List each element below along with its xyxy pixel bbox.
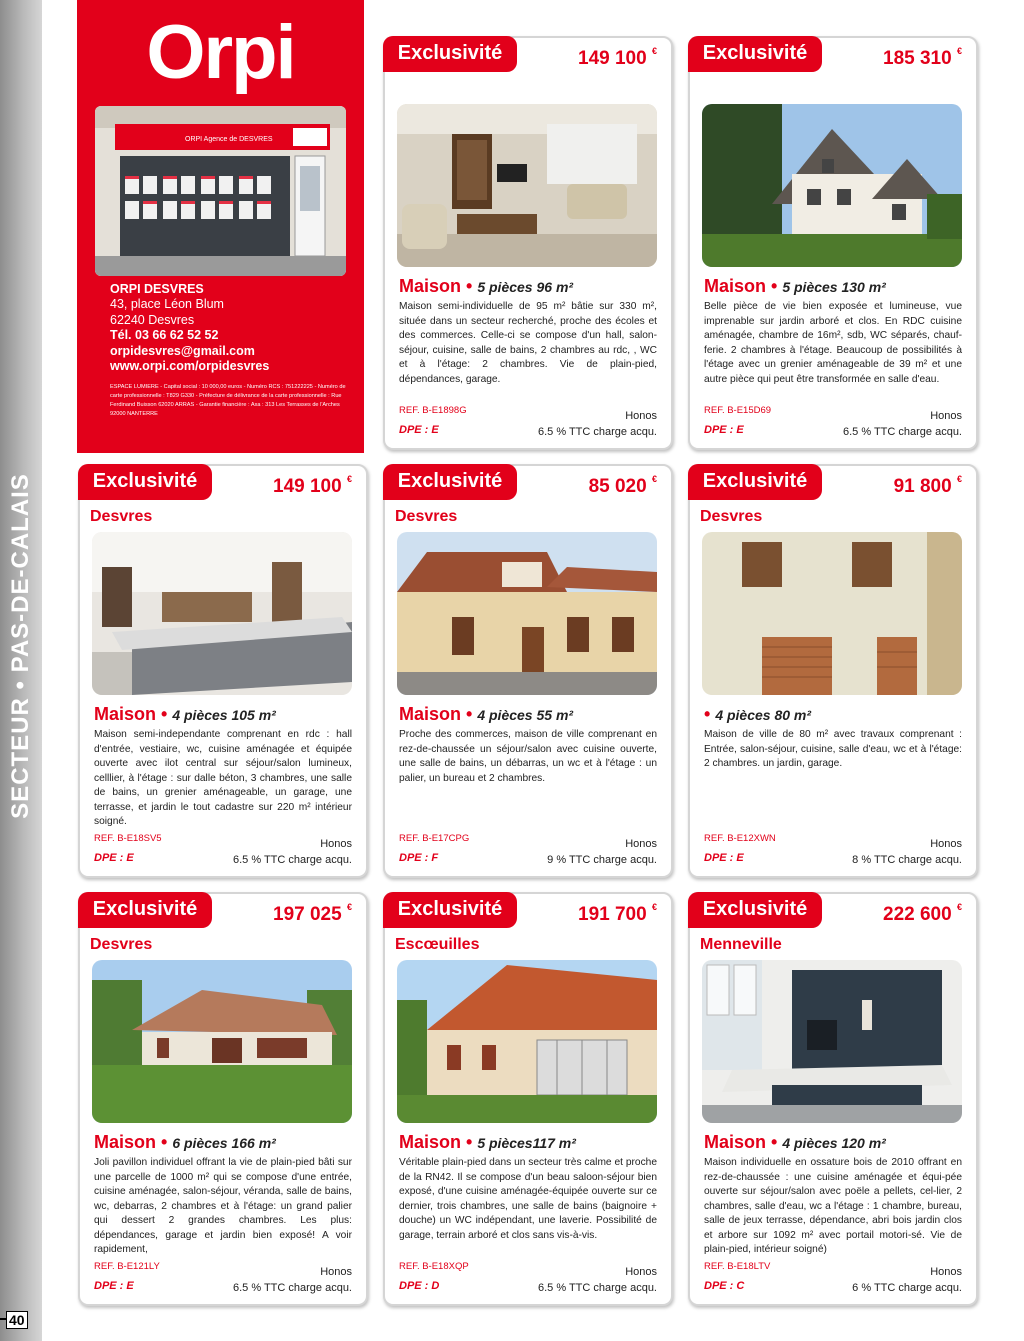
listing-fee: 6.5 % TTC charge acqu. [232,1282,352,1294]
listing-rooms: 5 pièces 96 m² [477,279,574,295]
price-value: 149 100 [578,48,647,69]
listing-city: Menneville [700,936,782,953]
listing-description: Maison semi-independante comprenant en rdc : hall d'entrée, vestiaire, wc, cuisine aménagée et équipée ouverte avec ilot central sur séjour/salon lumineux, celllier, à l'étage : sur dalle béton, 3 chambres, une salle de bains, un grenier aménageable, un garage, une terrasse, et jardin le tout cadastre sur 220 m² intérieur soigné. [94,729,352,827]
listing-fee: 6.5 % TTC charge acqu. [537,1282,657,1294]
price-value: 197 025 [273,904,342,925]
listing-ref: REF. B-E18LTV [704,1261,771,1272]
listing-type: Maison [704,276,767,296]
listing-ref: REF. B-E12XWN [704,833,776,844]
listing-description: Belle pièce de vie bien exposée et lumineuse, vue imprenable sur jardin arboré et clos. En RDC cuisine aménagée, chambre de 16m², sdb, WC séparés, chauf-ferie. 2 chambres à l'étage. Beaucoup de possibilités à l'étage avec un grenier aménageable de 39 m² et une autre pièce qui peut être transformée en salle d'eau. [704,301,962,385]
listing-ref: REF. B-E18XQP [399,1261,469,1272]
listing-rooms: 4 pièces 80 m² [715,707,812,723]
price-currency: € [651,474,657,484]
listing-price [883,904,962,926]
listing-rooms: 5 pièces117 m² [477,1135,576,1151]
listing-type: Maison [704,1132,767,1152]
price-value: 91 800 [893,476,952,497]
price-value: 191 700 [578,904,647,925]
exclusivity-badge: Exclusivité [688,892,822,928]
listing-card[interactable] [383,464,673,878]
listing-photo-town-house[interactable] [397,532,657,695]
price-currency: € [651,46,657,56]
listing-city: Escœuilles [395,936,480,953]
listing-card[interactable] [78,464,368,878]
listing-title: Maison • 5 pièces117 m² [399,1132,576,1152]
listing-dpe: DPE : E [94,852,134,864]
listing-photo-house-exterior[interactable] [702,104,962,267]
price-value: 85 020 [588,476,647,497]
listing-fee: 6.5 % TTC charge acqu. [232,854,352,866]
listing-fee: 6.5 % TTC charge acqu. [842,426,962,438]
exclusivity-badge: Exclusivité [78,464,212,500]
listing-card[interactable] [688,36,978,450]
listing-dpe: DPE : E [94,1280,134,1292]
listing-honos: Honos [930,1266,962,1278]
listing-description: Proche des commerces, maison de ville comprenant en rez-de-chaussée un séjour/salon avec cuisine ouverte, une salle de bains, un débarras, un wc et à l'étage : un palier, un bureau et 2 chambres. [399,729,657,784]
listing-photo-living-room[interactable] [397,104,657,267]
listing-price [273,904,352,926]
listing-type: Maison [399,276,462,296]
listing-price [273,476,352,498]
listing-honos: Honos [625,1266,657,1278]
listing-fee: 6.5 % TTC charge acqu. [537,426,657,438]
listing-title: Maison • 5 pièces 130 m² [704,276,886,296]
listing-fee: 8 % TTC charge acqu. [852,854,962,866]
section-label: SECTEUR • PAS-DE-CALAIS [7,473,34,819]
exclusivity-badge: Exclusivité [78,892,212,928]
listing-ref: REF. B-E17CPG [399,833,470,844]
listing-honos: Honos [930,410,962,422]
listing-title: • 4 pièces 80 m² [704,704,812,724]
listing-dpe: DPE : D [399,1280,440,1292]
listing-ref: REF. B-E18SV5 [94,833,162,844]
listing-description: Joli pavillon individuel offrant la vie de plain-pied bâti sur une parcelle de 1000 m² qui se compose d'une entrée, cuisine aménagée, salon-séjour, véranda, salle de bains, wc, debarras, 2 chambres et à l'étage: un grand palier qui dessert 2 grandes chambres. Les plus: dépendances, garage et jardin bien exposé! A voir rapidement, [94,1157,352,1255]
listing-card[interactable] [383,36,673,450]
price-currency: € [956,474,962,484]
listing-rooms: 4 pièces 120 m² [782,1135,886,1151]
shop-sign-text: ORPI Agence de DESVRES [185,136,273,143]
listing-honos: Honos [625,838,657,850]
listing-photo-bungalow[interactable] [92,960,352,1123]
listing-photo-facade[interactable] [702,532,962,695]
listing-dpe: DPE : E [704,424,744,436]
exclusivity-badge: Exclusivité [383,36,517,72]
listing-description: Maison individuelle en ossature bois de 2010 offrant en rez-de-chaussée : une cuisine aménagée et équi-pée ouverte sur séjour/salon avec poële a pellets, cel-lier, 2 chambres, salle d'eau, wc a l'étage : 1 chambre, bureau, salle de jeux terrasse, dépendance, abri bois jardin clos et arbore sur 1092 m² avec portail motori-sé. Vie de plain-pied, intérieur soigné) [704,1157,962,1255]
listing-description: Maison semi-individuelle de 95 m² bâtie sur 330 m², située dans un secteur recherché, proche des écoles et des commerces. Celle-ci se compose d'un hall, salon-séjour, cuisine, salle de bains, 2 chambres au rdc, , WC et à l'étage: 2 chambres. Vie de plain-pied, dépendances, garage. [399,301,657,385]
orpi-logo: Orpi [146,10,295,95]
listing-honos: Honos [625,410,657,422]
listing-rooms: 5 pièces 130 m² [782,279,886,295]
section-sideband [0,0,42,1341]
price-currency: € [651,902,657,912]
listing-city: Desvres [395,508,458,525]
listing-price [578,904,657,926]
price-currency: € [956,46,962,56]
agency-storefront-photo [95,106,346,276]
agency-contact [110,282,350,419]
price-value: 149 100 [273,476,342,497]
agency-address-line1: 43, place Léon Blum [110,297,224,311]
listing-city: Desvres [90,936,153,953]
exclusivity-badge: Exclusivité [688,36,822,72]
listing-title: Maison • 4 pièces 105 m² [94,704,276,724]
agency-address-line2: 62240 Desvres [110,312,195,327]
listing-city: Desvres [90,508,153,525]
listing-dpe: DPE : F [399,852,439,864]
listing-honos: Honos [930,838,962,850]
listing-photo-kitchen[interactable] [92,532,352,695]
listing-title: Maison • 5 pièces 96 m² [399,276,574,296]
price-value: 185 310 [883,48,952,69]
listing-description: Maison de ville de 80 m² avec travaux comprenant : Entrée, salon-séjour, cuisine, salle d'eau, wc et à l'étage: 2 chambres. un jardin, garage. [704,729,962,769]
listing-type: Maison [94,704,157,724]
exclusivity-badge: Exclusivité [383,892,517,928]
price-value: 222 600 [883,904,952,925]
listing-rooms: 4 pièces 55 m² [477,707,574,723]
listing-description: Véritable plain-pied dans un secteur très calme et proche de la RN42. Il se compose d'un beau saloon-séjour bien exposé, d'une cuisine aménagée-équipée ouverte sur ce dernier, trois chambres, une salle de bains (baignoire + douche) un WC indépendant, une laverie. Possibilité de garage, terrain arboré et clos sans vis-à-vis. [399,1157,657,1241]
listing-price [894,476,962,498]
page-number: 40 [6,1311,28,1329]
listing-card[interactable] [688,892,978,1306]
listing-card[interactable] [688,464,978,878]
listing-dpe: DPE : E [399,424,439,436]
listing-honos: Honos [320,838,352,850]
listing-type: Maison [399,1132,462,1152]
price-currency: € [346,902,352,912]
exclusivity-badge: Exclusivité [383,464,517,500]
listing-ref: REF. B-E15D69 [704,405,772,416]
listing-price [578,48,657,70]
listing-fee: 9 % TTC charge acqu. [547,854,657,866]
listing-card[interactable] [383,892,673,1306]
price-currency: € [956,902,962,912]
listing-rooms: 4 pièces 105 m² [172,707,276,723]
agency-name: ORPI DESVRES [110,282,204,296]
listing-honos: Honos [320,1266,352,1278]
listing-rooms: 6 pièces 166 m² [172,1135,276,1151]
listing-title: Maison • 4 pièces 55 m² [399,704,574,724]
listing-title: Maison • 6 pièces 166 m² [94,1132,276,1152]
listing-photo-single-storey[interactable] [397,960,657,1123]
listing-fee: 6 % TTC charge acqu. [852,1282,962,1294]
listing-title: Maison • 4 pièces 120 m² [704,1132,886,1152]
listing-city: Desvres [700,508,763,525]
agency-legal: ESPACE LUMIERE - Capital social : 10 000,00 euros - Numéro RCS : 751222225 - Numéro de carte professionnelle : T829 G330 - Préfecture de délivrance de la carte professionnelle : Rue Ferdinand Buisson 62020 ARRAS - Garantie financière : Axa : 313 Les Terrasses de l'Arches 92000 NANTERRE [110,383,346,417]
listing-price [883,48,962,70]
listing-price [589,476,657,498]
price-currency: € [346,474,352,484]
agency-phone[interactable]: Tél. 03 66 62 52 52 [110,328,219,342]
listing-ref: REF. B-E1898G [399,405,467,416]
exclusivity-badge: Exclusivité [688,464,822,500]
agency-website[interactable]: www.orpi.com/orpidesvres [110,359,270,373]
listing-type: Maison [399,704,462,724]
listing-ref: REF. B-E121LY [94,1261,160,1272]
listing-card[interactable] [78,892,368,1306]
agency-panel [77,0,364,453]
listing-dpe: DPE : C [704,1280,745,1292]
listing-type: Maison [94,1132,157,1152]
listing-dpe: DPE : E [704,852,744,864]
listing-photo-modern-kitchen[interactable] [702,960,962,1123]
agency-email[interactable]: orpidesvres@gmail.com [110,343,255,358]
